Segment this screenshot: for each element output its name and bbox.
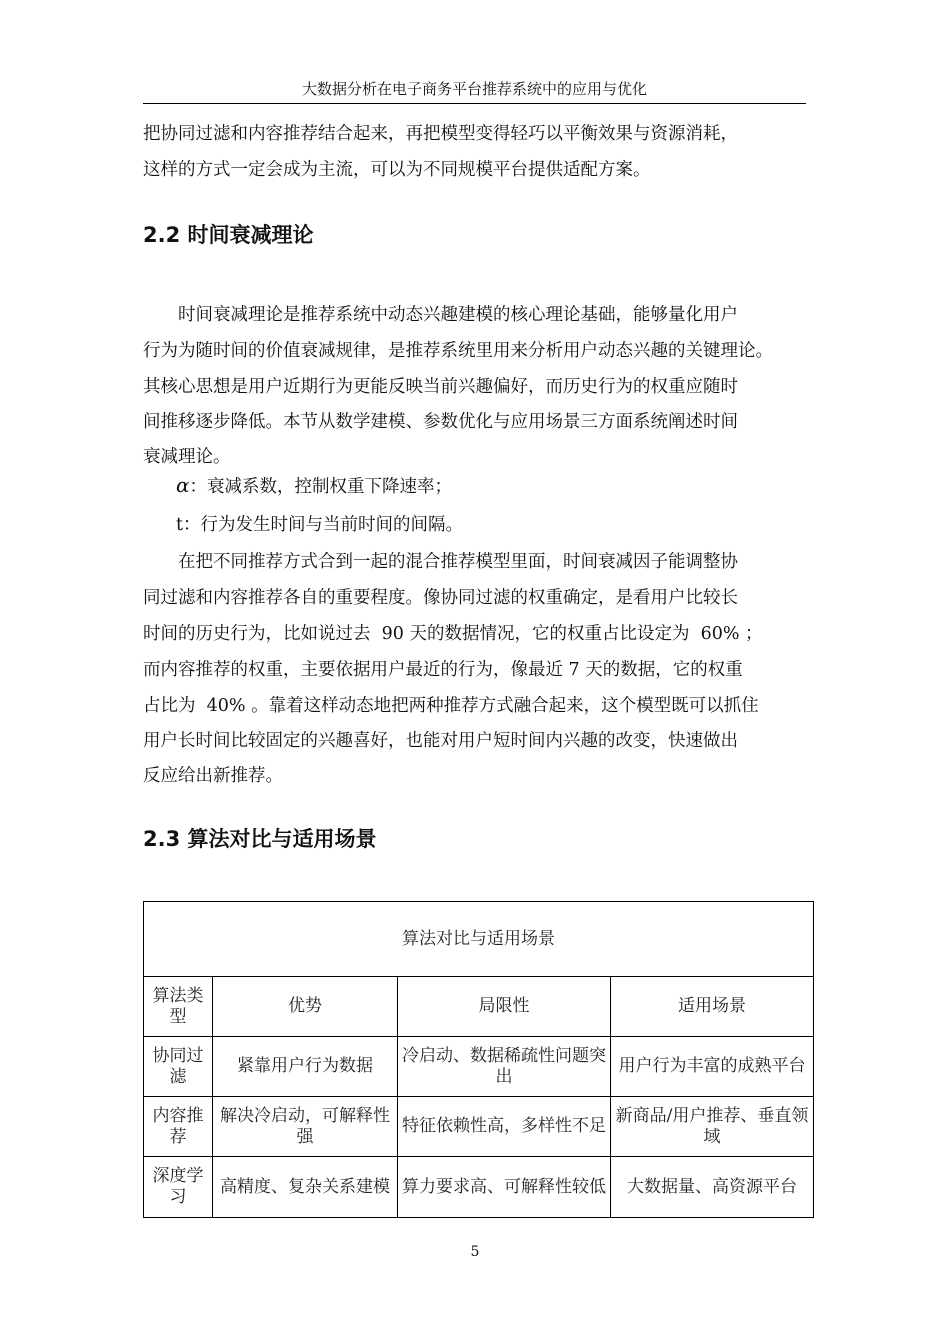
page-number: 5 [470,1244,480,1260]
cell: 紧靠用户行为数据 [213,1037,398,1097]
alpha-text: ：衰减系数，控制权重下降速率； [189,477,453,497]
para-line: 衰减理论。 [143,447,231,467]
cell: 高精度、复杂关系建模 [213,1157,398,1218]
intro-line: 把协同过滤和内容推荐结合起来，再把模型变得轻巧以平衡效果与资源消耗， [143,124,738,144]
table-row [144,1157,814,1218]
para-line: 间推移逐步降低。本节从数学建模、参数优化与应用场景三方面系统阐述时间 [143,412,738,432]
para-line: 用户长时间比较固定的兴趣喜好，也能对用户短时间内兴趣的改变，快速做出 [143,731,738,751]
para-line: 而内容推荐的权重，主要依据用户最近的行为，像最近 7 天的数据，它的权重 [143,660,743,680]
header-cell: 适用场景 [611,977,814,1037]
cell: 深度学习 [144,1157,213,1218]
running-header: 大数据分析在电子商务平台推荐系统中的应用与优化 [301,80,647,98]
table-row [144,1037,814,1097]
t-definition: t：行为发生时间与当前时间的间隔。 [176,515,464,535]
table-header-row [144,977,814,1037]
para-line: 其核心思想是用户近期行为更能反映当前兴趣偏好，而历史行为的权重应随时 [143,377,738,397]
cell: 大数据量、高资源平台 [611,1157,814,1218]
cell: 协同过滤 [144,1037,213,1097]
algorithm-comparison-table [143,901,814,1218]
table-caption: 算法对比与适用场景 [144,902,814,977]
para-line: 同过滤和内容推荐各自的重要程度。像协同过滤的权重确定，是看用户比较长 [143,588,738,608]
para-line: 行为为随时间的价值衰减规律，是推荐系统里用来分析用户动态兴趣的关键理论。 [143,341,773,361]
header-cell: 局限性 [398,977,611,1037]
cell: 新商品/用户推荐、垂直领域 [611,1097,814,1157]
cell: 特征依赖性高，多样性不足 [398,1097,611,1157]
para-line: 反应给出新推荐。 [143,766,283,786]
para-line: 占比为 40% 。靠着这样动态地把两种推荐方式融合起来，这个模型既可以抓住 [143,696,759,716]
cell: 冷启动、数据稀疏性问题突出 [398,1037,611,1097]
para-line: 时间衰减理论是推荐系统中动态兴趣建模的核心理论基础，能够量化用户 [178,305,738,325]
section-heading-2-2: 2.2 时间衰减理论 [143,223,314,247]
cell: 解决冷启动，可解释性强 [213,1097,398,1157]
para-line: 在把不同推荐方式合到一起的混合推荐模型里面，时间衰减因子能调整协 [178,552,738,572]
cell: 内容推荐 [144,1097,213,1157]
alpha-symbol: α [176,473,190,497]
para-line: 时间的历史行为，比如说过去 90 天的数据情况，它的权重占比设定为 60% ； [143,624,763,644]
section-heading-2-3: 2.3 算法对比与适用场景 [143,827,377,851]
intro-line: 这样的方式一定会成为主流，可以为不同规模平台提供适配方案。 [143,160,651,180]
header-rule [143,103,806,104]
cell: 用户行为丰富的成熟平台 [611,1037,814,1097]
cell: 算力要求高、可解释性较低 [398,1157,611,1218]
table-row [144,1097,814,1157]
header-cell: 优势 [213,977,398,1037]
alpha-definition [176,474,452,498]
header-cell: 算法类型 [144,977,213,1037]
